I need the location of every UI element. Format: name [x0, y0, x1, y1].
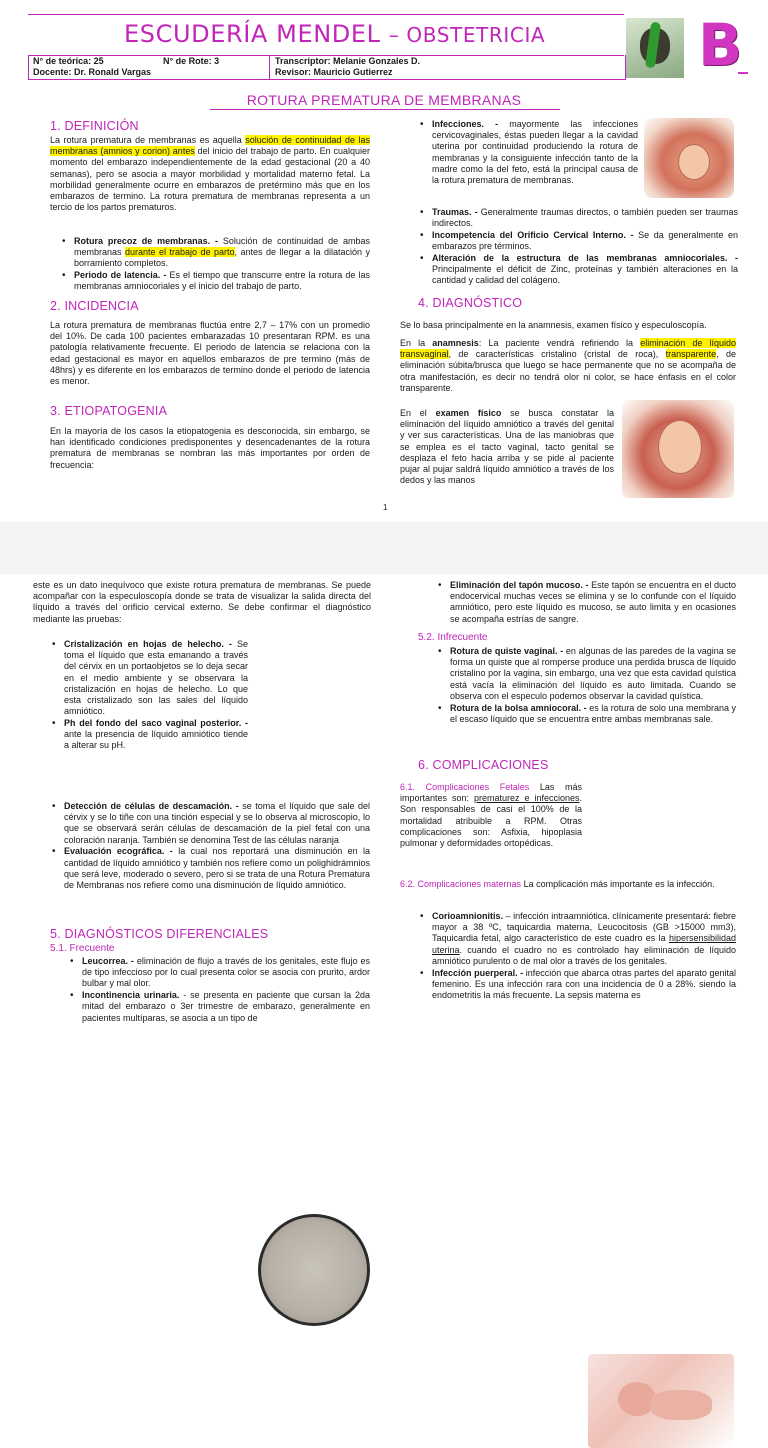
- causas-list-b: [418, 207, 738, 287]
- heading-etiopatogenia: 3. ETIOPATOGENIA: [50, 404, 168, 418]
- text-run: , de características cristalino (cristal de roca),: [448, 349, 666, 360]
- heading-complicaciones: 6. COMPLICACIONES: [418, 758, 549, 772]
- item-text: en algunas de las paredes de la vagina se forma un quiste que al romperse produce una perdida brusca de líquido cristalino por la vagina, sin embargo, una vez que esta cavidad quística está vacía la eliminación del líquido es auto limitada. Cuando se observa con el especulo podemos observar la cavidad quística.: [450, 646, 736, 701]
- revisor: Revisor: Mauricio Gutierrez: [275, 67, 393, 77]
- micrograph-field: [261, 1217, 367, 1323]
- item-text: Es el tiempo que transcurre entre la rotura de las membranas amniocoriales y el inicio del trabajo de parto.: [74, 270, 370, 292]
- diagnostico-examen-fisico: [400, 408, 614, 486]
- item-text: es la rotura de solo una membrana y el escaso líquido que se encuentra entre ambas membranas sale.: [450, 702, 736, 724]
- frecuente-list-cont: [436, 580, 736, 625]
- item-title: Rotura de la bolsa amniocoral. -: [450, 702, 587, 713]
- item-text: se toma el líquido que sale del cérvix y se lo tiñe con una tinción especial y se lo observa al microscopio, lo que se observará serán células de descamación de la piel fetal con una coloración naranja. También se denomina Test de las células naranja: [64, 801, 370, 845]
- heading-diferenciales: 5. DIAGNÓSTICOS DIFERENCIALES: [50, 927, 269, 941]
- text-run: , de eliminación súbita/brusca que luego se hace permanente que no se acompaña de otra manifestación, es decir no tendrá olor ni color, se hace énfasis en el color transparente.: [400, 349, 736, 393]
- item-text: Se da generalmente en embarazos pre términos.: [432, 229, 738, 252]
- item-title: Periodo de latencia. -: [74, 270, 167, 281]
- incidencia-text: La rotura prematura de membranas fluctúa entre 2,7 – 17% con un promedio del 10%. De cada 100 pacientes embarazadas 10 presentaran RPM. es una patología relativamente frecuente. El periodo de latencia se relaciona con la edad gestacional es mayor en aquellos embarazos de pre termino (más de 48hrs) y es diferente en los embarazos de termino donde el periodo de latencia es menor.: [50, 320, 370, 387]
- brand-name: ESCUDERÍA MENDEL: [124, 20, 381, 48]
- item-title: Cristalización en hojas de helecho. -: [64, 639, 232, 649]
- fern-crystallization-micrograph: [258, 1214, 370, 1326]
- list-item: [50, 801, 370, 846]
- item-text: – infección intraamniótica. clínicamente presentará: fiebre mayor a 38 ºC, taquicardia materna, Leucocitosis (GB >15000 mm3), Taquicardia fetal, algo característico de este cuadro es la: [432, 911, 736, 944]
- item-title: Incontinencia urinaria.: [82, 990, 180, 1001]
- list-item: [418, 230, 738, 252]
- pruebas-list-a: [50, 639, 248, 752]
- list-item: [60, 236, 370, 270]
- uterus-illustration: [644, 118, 734, 198]
- fetus-shape: [658, 420, 702, 474]
- item-text: Principalmente el déficit de Zinc, proteínas y también alteraciones en la cantidad y calidad del colágeno.: [432, 264, 738, 286]
- list-item: [50, 639, 248, 717]
- list-item: [68, 956, 370, 990]
- heading-fetales: 6.1. Complicaciones Fetales: [400, 782, 530, 792]
- highlight: transparente: [665, 349, 717, 360]
- docente: Docente: Dr. Ronald Vargas: [33, 67, 152, 77]
- rote-number: N° de Rote: 3: [163, 56, 220, 66]
- item-title: Eliminación del tapón mucoso. -: [450, 580, 589, 590]
- page-number: 1: [383, 503, 388, 512]
- item-highlight: durante el trabajo de parto: [125, 247, 235, 258]
- list-item: [50, 846, 370, 891]
- item-title: Evaluación ecográfica. -: [64, 846, 173, 857]
- text-run: se busca constatar la eliminación del líquido amniótico a través del genital y ver sus características. Una de las maniobras que se emplea es el tacto vaginal, tacto genital se desplaza el feto hacia arriba y se pide al paciente pujar al pujar saldrá líquido amniótico a través de los dedos y las manos: [400, 408, 615, 486]
- pruebas-list-b: [50, 801, 370, 892]
- item-title: Rotura precoz de membranas. -: [74, 236, 219, 246]
- definicion-text: [50, 135, 370, 213]
- header-brand: [124, 20, 545, 48]
- text-run: Las más importantes son:: [400, 782, 582, 804]
- item-text: eliminación de flujo a través de los genitales, este flujo es de tipo infeccioso por lo cual presenta color se asocia con prurito, ardor bulbar y mal olor.: [82, 956, 370, 989]
- page-gap: [0, 522, 768, 574]
- pregnancy-section-illustration: [622, 400, 734, 498]
- list-item: [418, 207, 738, 229]
- item-text: Generalmente traumas directos, o también pueden ser traumas indirectos.: [432, 207, 738, 229]
- item-text: . cuando el cuadro no es controlado hay eliminación de líquido amniótico purulento o de mal olor a través de los genitales.: [432, 944, 736, 966]
- definicion-paragraph: [50, 135, 370, 213]
- diagnostico-intro: Se lo basa principalmente en la anamnesis, examen físico y especuloscopía.: [400, 320, 707, 330]
- complicaciones-fetales-text: [400, 782, 582, 849]
- list-item: [436, 646, 736, 702]
- heading-infrecuente: 5.2. Infrecuente: [418, 632, 488, 643]
- heading-incidencia: 2. INCIDENCIA: [50, 299, 139, 313]
- item-text: infección que abarca otras partes del aparato genital femenino. Es una infección rara con una incidencia de 0 a 28%. siendo la endometritis la más frecuente. La sepsis materna es: [432, 967, 736, 1000]
- item-title: Corioamnionitis.: [432, 911, 504, 921]
- def-highlight: solución de continuidad de las membranas (amnios y corion) antes: [50, 135, 370, 157]
- brand-subject: – OBSTETRICIA: [388, 23, 546, 47]
- maternas-list: [418, 911, 736, 1002]
- complicaciones-maternas-text: [400, 879, 736, 890]
- item-text: Solución de continuidad de ambas membranas: [74, 236, 370, 258]
- list-item: [418, 911, 736, 967]
- item-title: Infecciones. -: [432, 119, 499, 129]
- def-text-b: del inicio del trabajo de parto.: [194, 146, 317, 157]
- text-run: En el: [400, 408, 436, 418]
- item-text: mayormente las infecciones cervicovaginales, éstas pueden llegar a la cavidad uterina por continuidad produciendo la rotura de membranas y la consiguiente infección tanto de la madre como la del feto, está la principal causa de la rotura prematura de membranas.: [432, 119, 638, 186]
- item-title: Detección de células de descamación. -: [64, 801, 239, 811]
- infrecuente-list: [436, 646, 736, 725]
- teorica-number: N° de teórica: 25: [33, 56, 104, 66]
- item-title: Infección puerperal. -: [432, 967, 524, 978]
- item-title: Alteración de la estructura de las membranas amniocoriales. -: [432, 252, 738, 263]
- list-item: [418, 119, 638, 186]
- list-item: [68, 990, 370, 1024]
- list-item: [50, 718, 248, 752]
- text-run: . Son responsables de casi el 100% de la mortalidad atribuible a RPM. Otras complicaciones son: Asfixia, hipoplasia pulmonar y deformidades ortopédicas.: [400, 793, 582, 849]
- def-text-a: La rotura prematura de membranas es aquella: [50, 135, 246, 145]
- fetus-shape: [678, 144, 710, 180]
- transcriptor: Transcriptor: Melanie Gonzales D.: [275, 56, 421, 66]
- term-anamnesis: anamnesis: [432, 338, 479, 348]
- frecuente-list: [68, 956, 370, 1024]
- heading-frecuente: 5.1. Frecuente: [50, 943, 115, 954]
- document-title: ROTURA PREMATURA DE MEMBRANAS: [246, 92, 522, 108]
- list-item: [418, 968, 736, 1002]
- heading-diagnostico: 4. DIAGNÓSTICO: [418, 296, 523, 310]
- list-item: [418, 253, 738, 287]
- item-text: Se toma el líquido que esta emanando a través del cérvix en un portaobjetos se lo deja secar en el medio ambiente y se observara la cristalización en hojas de helecho. Lo que esta cristalizado son las sales del líquido amniótico.: [64, 639, 248, 717]
- list-item: [436, 703, 736, 725]
- term-examen-fisico: examen físico: [435, 408, 502, 418]
- logo-underline: [738, 72, 748, 74]
- page-2: [0, 574, 768, 1024]
- etiopatogenia-text: En la mayoría de los casos la etiopatogenia es desconocida, sin embargo, se han identificado condiciones predisponentes y desencadenantes de la rotura prematura de membranas se nombran las más importantes por orden de frecuencia:: [50, 426, 370, 470]
- mendel-portrait-logo: [626, 18, 684, 78]
- header-cell-divider: [269, 55, 270, 79]
- item-text: - se presenta en paciente que cursan la 2da mitad del embarazo o 3er trimestre de embarazo, generalmente en pacientes multíparas, se asocia a un tipo de: [82, 990, 370, 1023]
- baby-body-shape: [650, 1390, 712, 1420]
- item-title: Traumas. -: [432, 207, 478, 217]
- header-top-border: [28, 14, 624, 15]
- item-title: Incompetencia del Orificio Cervical Interno. -: [432, 229, 634, 240]
- heading-maternas: 6.2. Complicaciones maternas: [400, 879, 522, 889]
- definicion-list: [60, 236, 370, 293]
- page2-intro: este es un dato inequívoco que existe rotura prematura de membranas. Se puede acompañar con la especuloscopía donde se trata de visualizar la salida directa del líquido a través del orificio cervical externo. Se debe confirmar el diagnóstico mediante las pruebas:: [33, 580, 371, 624]
- header-info-table: [28, 55, 626, 80]
- item-text: ante la presencia de líquido amniótico tiende a alterar su pH.: [64, 729, 248, 751]
- text-run: : La paciente vendrá refiriendo la: [478, 338, 641, 348]
- list-item: [60, 270, 370, 292]
- underlined-text: hipersensibilidad uterina: [432, 933, 736, 955]
- title-underline: [210, 109, 560, 110]
- item-text: Este tapón se encuentra en el ducto endocervical muchas veces se elimina y se lo confunde con el líquido amniótico, pero este líquido es mucoso, se auto limita y en ocasiones se acompaña estrías de sangre.: [450, 580, 736, 624]
- item-text: , antes de llegar a la dilatación y borramiento completos.: [74, 247, 370, 269]
- highlight: eliminación de líquido transvaginal: [400, 338, 737, 360]
- item-text: la cual nos reportará una disminución en la cantidad de líquido amniótico y también nos refiere como un polighidrámnios que será leve, moderado o severo, pero si se trata de una Rotura Prematura de Membranas nos refiere como una disminución de líquido amniótico.: [64, 846, 370, 890]
- heading-definicion: 1. DEFINICIÓN: [50, 119, 139, 133]
- diagnostico-anamnesis: [400, 338, 736, 394]
- page-1: [0, 0, 768, 522]
- item-title: Leucorrea. -: [82, 956, 134, 966]
- def-text-c: En cualquier momento del embarazo independientemente de la edad gestacional (20 a 40 semanas), pero se asocia a mayor morbilidad y mortalidad materno fetal. La morbilidad generalmente ocurre en embarazos de pretérmino más que en los embarazos de termino. La rotura prematura de membranas representa a un tercio de los partos prematuros.: [50, 146, 370, 213]
- newborn-photo: [588, 1354, 734, 1448]
- causas-list-a: [418, 119, 638, 187]
- item-title: Ph del fondo del saco vaginal posterior. -: [64, 717, 248, 728]
- item-title: Rotura de quiste vaginal. -: [450, 646, 564, 656]
- list-item: [436, 580, 736, 625]
- text-run: En la: [400, 338, 433, 348]
- underlined-text: prematurez e infecciones: [473, 793, 580, 804]
- group-letter-logo: B: [698, 11, 743, 79]
- text-run: La complicación más importante es la infección.: [521, 879, 715, 889]
